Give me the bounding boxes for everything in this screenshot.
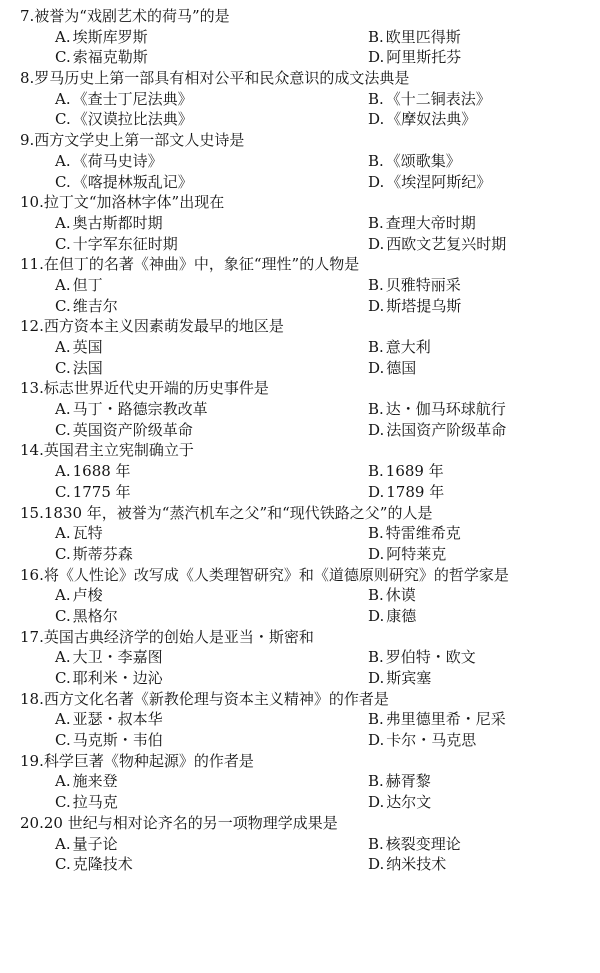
option-text: 马克斯・韦伯 <box>72 731 163 750</box>
question-item <box>0 689 600 751</box>
option-text: 斯蒂芬森 <box>72 544 133 563</box>
option-letter: A. <box>55 462 71 481</box>
option-text: 《颂歌集》 <box>385 151 461 170</box>
option-letter: A. <box>55 151 71 170</box>
option-text: 《埃涅阿斯纪》 <box>386 172 492 191</box>
question-stem: 10.拉丁文“加洛林字体”出现在 <box>20 193 225 212</box>
question-item <box>0 68 600 130</box>
option-text: 卢梭 <box>72 586 103 605</box>
option-letter: C. <box>55 731 71 750</box>
option-letter: D. <box>368 172 385 191</box>
option-letter: D. <box>368 482 385 501</box>
question-item <box>0 751 600 813</box>
question-item <box>0 378 600 440</box>
option-row <box>0 172 600 193</box>
option-text: 十字军东征时期 <box>72 234 178 253</box>
answer-option <box>55 668 163 689</box>
answer-option <box>55 275 103 296</box>
option-text: 1789 年 <box>386 482 445 501</box>
option-text: 卡尔・马克思 <box>386 731 477 750</box>
answer-option <box>55 606 118 627</box>
option-text: 法国 <box>72 358 103 377</box>
answer-option <box>55 109 193 130</box>
question-stem: 14.英国君主立宪制确立于 <box>20 441 194 460</box>
option-text: 英国资产阶级革命 <box>72 420 193 439</box>
option-letter: D. <box>368 420 385 439</box>
answer-option <box>368 523 461 544</box>
option-text: 意大利 <box>385 338 431 356</box>
option-letter: A. <box>55 710 71 729</box>
option-text: 《喀提林叛乱记》 <box>72 172 193 191</box>
question-item <box>0 130 600 192</box>
option-letter: A. <box>55 275 71 294</box>
option-letter: D. <box>368 544 385 563</box>
answer-option <box>368 854 446 875</box>
option-row <box>0 585 600 606</box>
option-text: 索福克勒斯 <box>72 48 148 67</box>
question-item <box>0 254 600 316</box>
answer-option <box>55 523 103 544</box>
option-row <box>0 296 600 317</box>
option-letter: A. <box>55 27 71 46</box>
option-text: 西欧文艺复兴时期 <box>386 234 507 253</box>
answer-option <box>368 482 444 503</box>
option-row <box>0 523 600 544</box>
option-row <box>0 771 600 792</box>
answer-option <box>368 358 416 379</box>
option-letter: C. <box>55 48 71 67</box>
option-letter: B. <box>368 275 384 294</box>
answer-option <box>368 213 476 234</box>
answer-option <box>55 420 193 441</box>
option-letter: D. <box>368 296 385 315</box>
option-text: 《汉谟拉比法典》 <box>72 110 193 129</box>
option-text: 大卫・李嘉图 <box>72 648 163 667</box>
option-text: 欧里匹得斯 <box>385 27 461 46</box>
option-text: 维吉尔 <box>72 296 118 315</box>
question-stem: 17.英国古典经济学的创始人是亚当・斯密和 <box>20 627 314 646</box>
option-row <box>0 606 600 627</box>
question-item <box>0 627 600 689</box>
option-row <box>0 834 600 855</box>
option-letter: B. <box>368 89 384 108</box>
option-row <box>0 461 600 482</box>
answer-option <box>55 358 103 379</box>
option-letter: D. <box>368 234 385 253</box>
option-letter: A. <box>55 89 71 108</box>
option-letter: B. <box>368 586 384 605</box>
option-letter: C. <box>55 110 71 129</box>
option-letter: C. <box>55 358 71 377</box>
question-stem: 19.科学巨著《物种起源》的作者是 <box>20 751 254 770</box>
question-stem: 20.20 世纪与相对论齐名的另一项物理学成果是 <box>20 813 338 832</box>
answer-option <box>368 792 431 813</box>
option-letter: B. <box>368 648 384 667</box>
option-text: 特雷维希克 <box>385 524 461 543</box>
option-text: 马丁・路德宗教改革 <box>72 400 208 419</box>
option-letter: B. <box>368 772 384 791</box>
answer-option <box>368 27 461 48</box>
option-text: 英国 <box>72 338 103 356</box>
question-item <box>0 440 600 502</box>
option-letter: B. <box>368 710 384 729</box>
option-text: 量子论 <box>72 834 118 853</box>
question-stem: 15.1830 年，被誉为“蒸汽机车之父”和“现代铁路之父”的人是 <box>20 503 433 522</box>
option-text: 斯宾塞 <box>386 669 432 687</box>
option-letter: A. <box>55 400 71 419</box>
question-item <box>0 192 600 254</box>
option-letter: C. <box>55 544 71 563</box>
option-row <box>0 151 600 172</box>
option-text: 查理大帝时期 <box>385 213 476 232</box>
option-row <box>0 854 600 875</box>
option-letter: D. <box>368 48 385 67</box>
answer-option <box>55 172 193 193</box>
option-row <box>0 213 600 234</box>
option-letter: C. <box>55 420 71 439</box>
option-text: 《荷马史诗》 <box>72 151 163 170</box>
answer-option <box>55 834 118 855</box>
option-row <box>0 730 600 751</box>
question-stem: 11.在但丁的名著《神曲》中，象征“理性”的人物是 <box>20 255 360 274</box>
answer-option <box>368 420 506 441</box>
option-text: 罗伯特・欧文 <box>385 648 476 667</box>
option-letter: B. <box>368 400 384 419</box>
question-stem: 12.西方资本主义因素萌发最早的地区是 <box>20 317 284 336</box>
option-letter: A. <box>55 834 71 853</box>
option-text: 《摩奴法典》 <box>386 110 477 129</box>
answer-option <box>368 668 431 689</box>
answer-option <box>368 834 461 855</box>
question-stem: 9.西方文学史上第一部文人史诗是 <box>20 131 245 150</box>
option-letter: C. <box>55 482 71 501</box>
option-text: 黑格尔 <box>72 606 118 625</box>
answer-option <box>368 771 431 792</box>
answer-option <box>55 337 103 358</box>
answer-option <box>55 647 163 668</box>
answer-option <box>368 234 506 255</box>
question-stem: 18.西方文化名著《新教伦理与资本主义精神》的作者是 <box>20 689 389 708</box>
option-text: 《十二铜表法》 <box>385 89 491 108</box>
option-text: 阿里斯托芬 <box>386 48 462 67</box>
option-text: 德国 <box>386 358 417 377</box>
option-row <box>0 668 600 689</box>
answer-option <box>55 585 103 606</box>
question-item <box>0 565 600 627</box>
option-text: 斯塔提乌斯 <box>386 296 462 315</box>
option-row <box>0 399 600 420</box>
option-text: 贝雅特丽采 <box>385 275 461 294</box>
option-text: 达・伽马环球航行 <box>385 400 506 419</box>
option-letter: A. <box>55 524 71 543</box>
option-text: 瓦特 <box>72 524 103 543</box>
answer-option <box>55 89 193 110</box>
answer-option <box>368 461 444 482</box>
answer-option <box>368 544 446 565</box>
answer-option <box>55 151 163 172</box>
answer-option <box>368 647 476 668</box>
option-letter: B. <box>368 524 384 543</box>
question-stem: 13.标志世界近代史开端的历史事件是 <box>20 379 269 398</box>
answer-option <box>368 172 491 193</box>
option-text: 核裂变理论 <box>385 834 461 853</box>
option-text: 拉马克 <box>72 793 118 812</box>
answer-option <box>368 606 416 627</box>
option-letter: B. <box>368 338 384 356</box>
option-letter: C. <box>55 606 71 625</box>
answer-option <box>368 399 506 420</box>
answer-option <box>55 234 178 255</box>
option-text: 1775 年 <box>72 482 131 501</box>
option-letter: A. <box>55 586 71 605</box>
answer-option <box>368 47 461 68</box>
option-text: 埃斯库罗斯 <box>72 27 148 46</box>
answer-option <box>55 27 148 48</box>
option-letter: D. <box>368 855 385 874</box>
answer-option <box>368 709 506 730</box>
option-row <box>0 89 600 110</box>
answer-option <box>368 296 461 317</box>
answer-option <box>55 296 118 317</box>
option-row <box>0 27 600 48</box>
option-row <box>0 792 600 813</box>
option-row <box>0 647 600 668</box>
answer-option <box>55 792 118 813</box>
option-row <box>0 109 600 130</box>
answer-option <box>368 151 461 172</box>
option-letter: D. <box>368 606 385 625</box>
option-letter: A. <box>55 772 71 791</box>
option-text: 康德 <box>386 606 417 625</box>
option-text: 达尔文 <box>386 793 432 812</box>
question-stem: 16.将《人性论》改写成《人类理智研究》和《道德原则研究》的哲学家是 <box>20 565 509 584</box>
answer-option <box>55 709 163 730</box>
option-row <box>0 482 600 503</box>
option-letter: C. <box>55 234 71 253</box>
option-letter: A. <box>55 338 71 356</box>
answer-option <box>55 771 118 792</box>
option-letter: A. <box>55 213 71 232</box>
option-row <box>0 358 600 379</box>
option-letter: C. <box>55 669 71 687</box>
option-letter: D. <box>368 731 385 750</box>
exam-page <box>0 6 600 875</box>
option-text: 法国资产阶级革命 <box>386 420 507 439</box>
answer-option <box>55 399 208 420</box>
option-letter: D. <box>368 793 385 812</box>
answer-option <box>55 730 163 751</box>
option-text: 赫胥黎 <box>385 772 431 791</box>
answer-option <box>55 854 133 875</box>
question-item <box>0 6 600 68</box>
question-item <box>0 503 600 565</box>
option-row <box>0 275 600 296</box>
option-text: 1688 年 <box>72 462 131 481</box>
question-item <box>0 813 600 875</box>
option-text: 耶利米・边沁 <box>72 669 163 687</box>
option-letter: A. <box>55 648 71 667</box>
answer-option <box>368 89 491 110</box>
option-row <box>0 234 600 255</box>
answer-option <box>368 109 476 130</box>
option-text: 《查士丁尼法典》 <box>72 89 193 108</box>
option-text: 阿特莱克 <box>386 544 447 563</box>
option-letter: D. <box>368 669 385 687</box>
option-letter: B. <box>368 27 384 46</box>
option-row <box>0 709 600 730</box>
option-row <box>0 420 600 441</box>
answer-option <box>368 585 416 606</box>
option-letter: D. <box>368 358 385 377</box>
answer-option <box>55 213 163 234</box>
option-text: 但丁 <box>72 275 103 294</box>
answer-option <box>368 730 476 751</box>
option-text: 克隆技术 <box>72 855 133 874</box>
option-text: 休谟 <box>385 586 416 605</box>
question-item <box>0 316 600 378</box>
option-letter: B. <box>368 151 384 170</box>
option-text: 施来登 <box>72 772 118 791</box>
answer-option <box>55 544 133 565</box>
option-letter: C. <box>55 855 71 874</box>
option-letter: C. <box>55 793 71 812</box>
answer-option <box>368 337 431 358</box>
option-row <box>0 47 600 68</box>
option-text: 亚瑟・叔本华 <box>72 710 163 729</box>
option-letter: D. <box>368 110 385 129</box>
question-stem: 8.罗马历史上第一部具有相对公平和民众意识的成文法典是 <box>20 69 410 88</box>
answer-option <box>55 482 131 503</box>
option-letter: C. <box>55 296 71 315</box>
option-text: 奥古斯都时期 <box>72 213 163 232</box>
option-text: 弗里德里希・尼采 <box>385 710 506 729</box>
option-text: 1689 年 <box>385 462 444 481</box>
option-letter: B. <box>368 834 384 853</box>
answer-option <box>55 461 131 482</box>
option-letter: B. <box>368 213 384 232</box>
answer-option <box>368 275 461 296</box>
question-stem: 7.被誉为“戏剧艺术的荷马”的是 <box>20 7 230 25</box>
option-letter: B. <box>368 462 384 481</box>
option-row <box>0 337 600 358</box>
option-letter: C. <box>55 172 71 191</box>
option-text: 纳米技术 <box>386 855 447 874</box>
answer-option <box>55 47 148 68</box>
option-row <box>0 544 600 565</box>
